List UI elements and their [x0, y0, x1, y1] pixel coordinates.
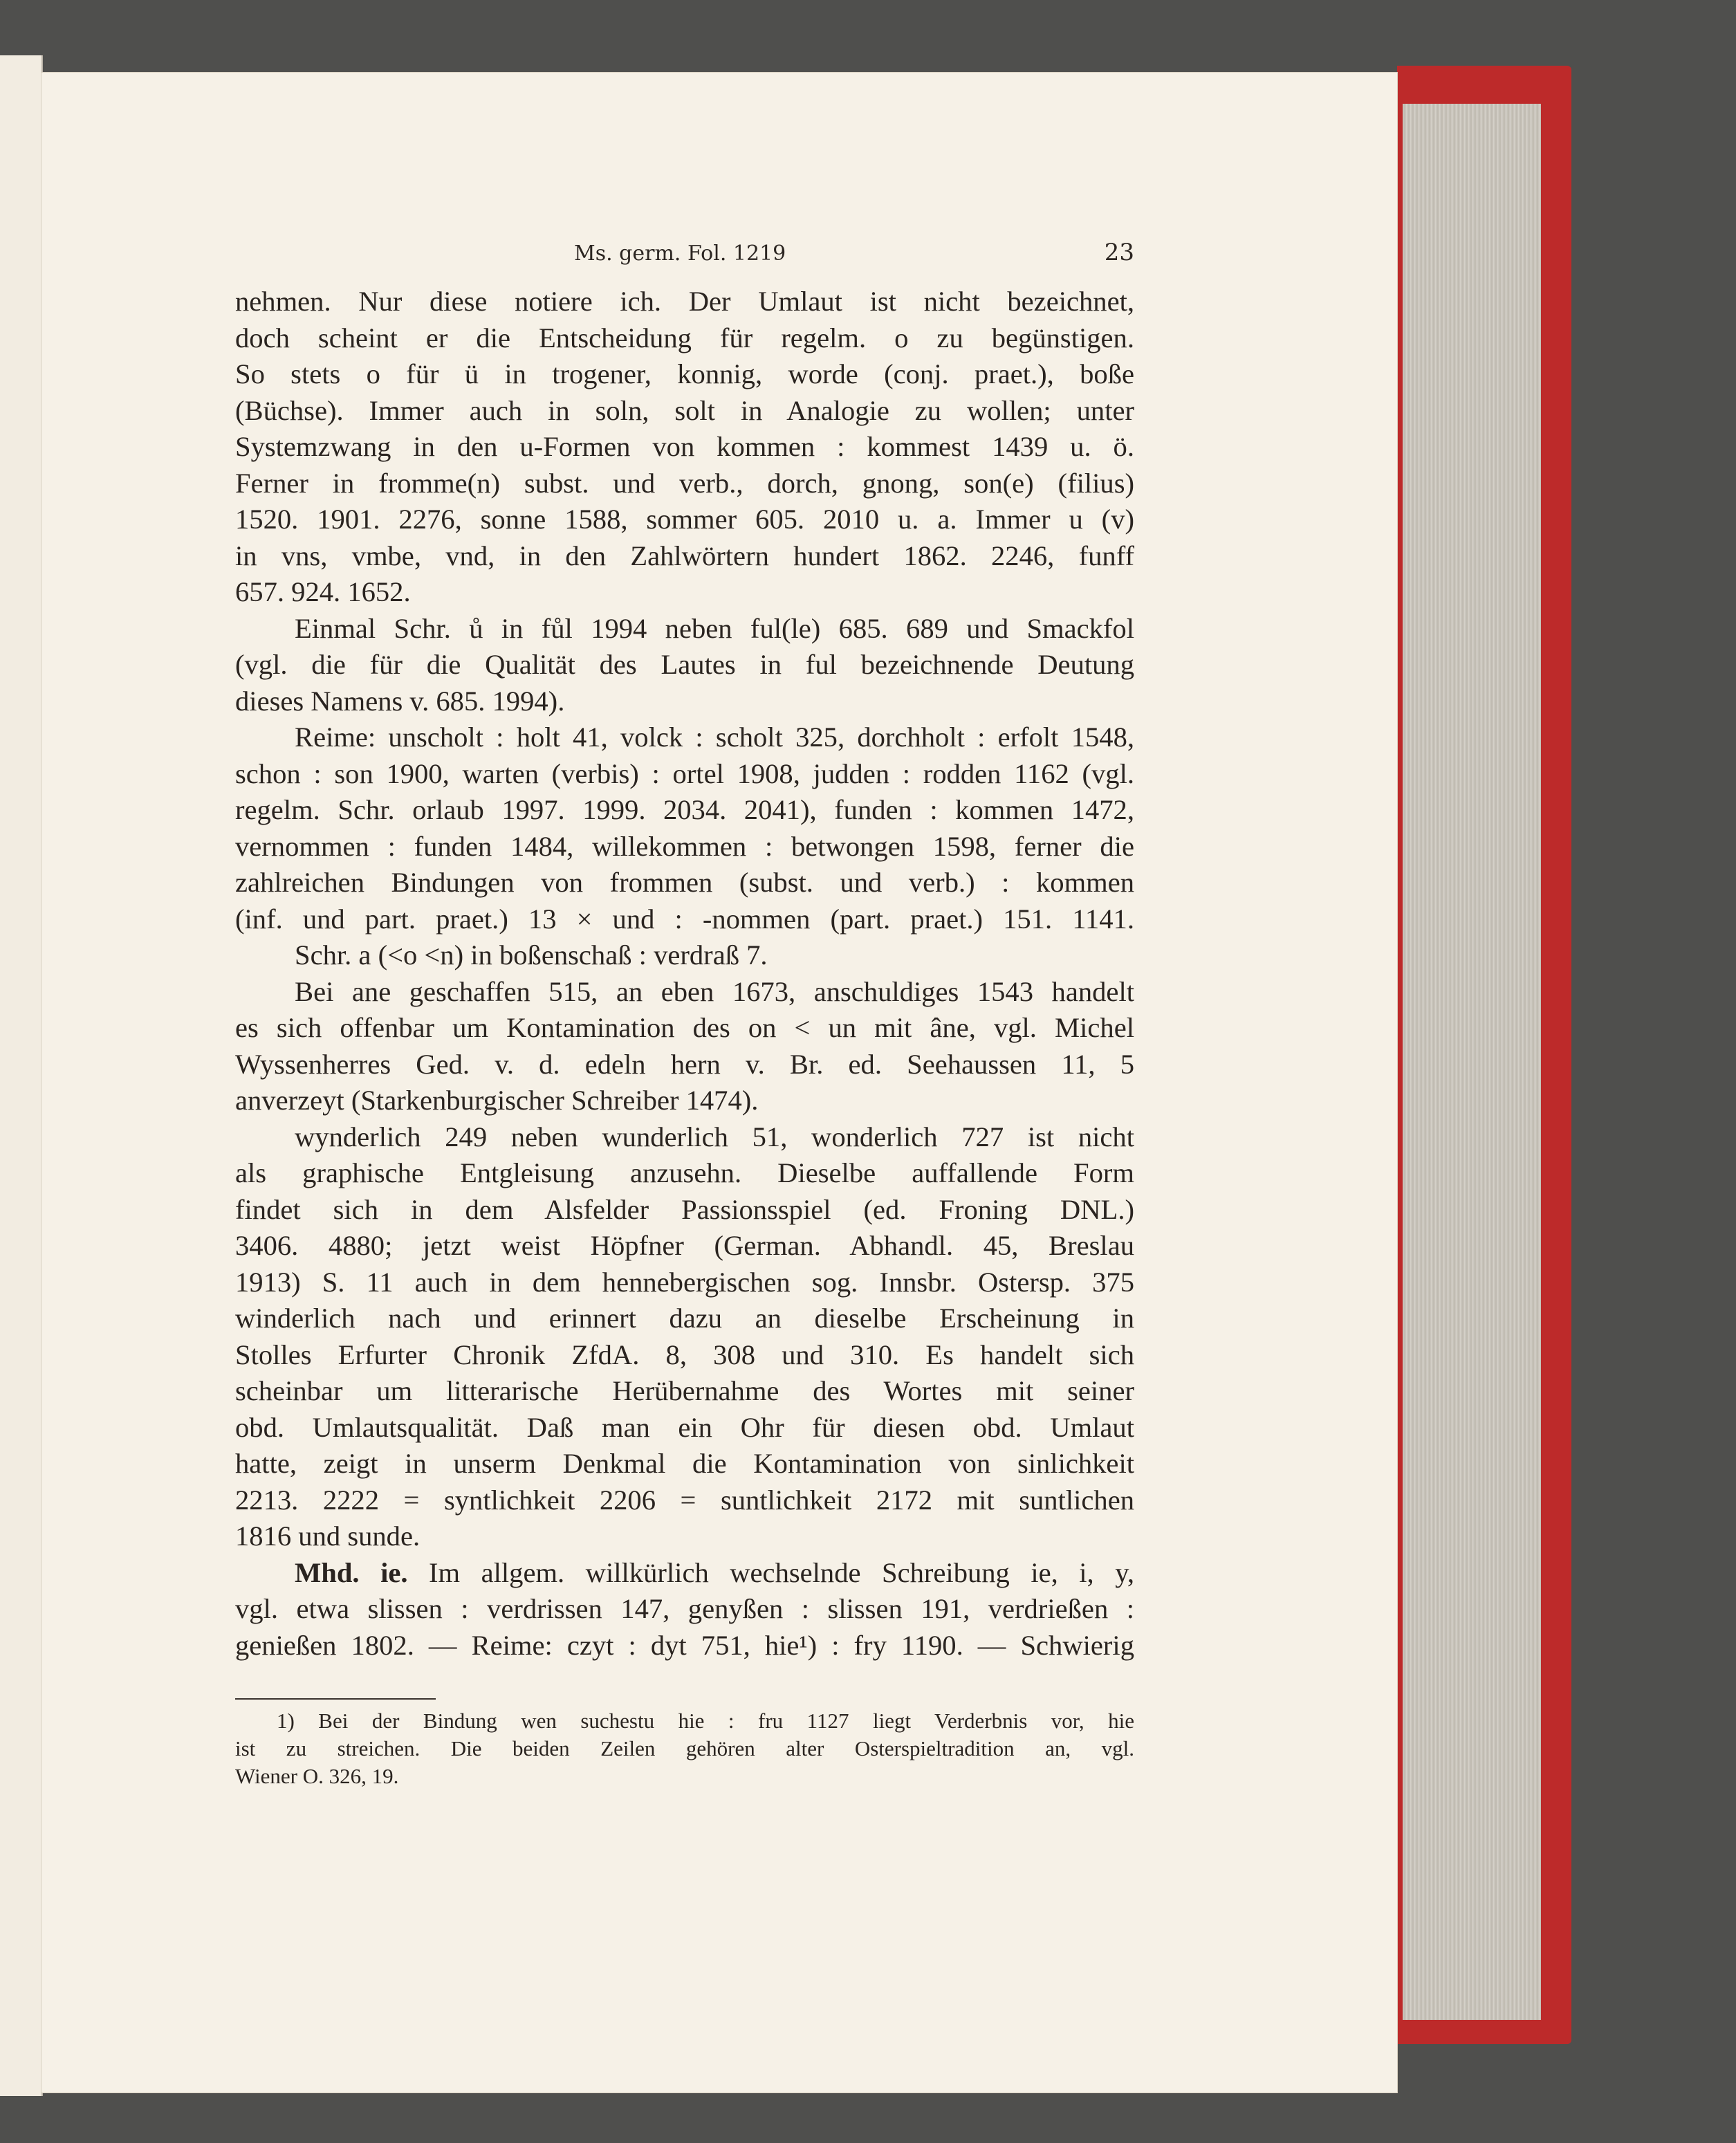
text-line-with-heading — [235, 1555, 1134, 1592]
text-line: wynderlich 249 neben wunderlich 51, wonderlich 727 ist nicht — [295, 1121, 1134, 1152]
text-line: 3406. 4880; jetzt weist Höpfner (German. Abhandl. 45, Breslau — [235, 1230, 1134, 1261]
text-line: Im allgem. willkürlich wechselnde Schreibung ie, i, y, — [429, 1556, 1134, 1588]
text-line: (inf. und part. praet.) 13 × und : -nommen (part. praet.) 151. 1141. — [235, 903, 1134, 935]
text-line: 1816 und sunde. — [235, 1520, 421, 1552]
text-line: doch scheint er die Entscheidung für regelm. o zu begünstigen. — [235, 322, 1134, 353]
text-line: als graphische Entgleisung anzusehn. Dieselbe auffallende Form — [235, 1157, 1134, 1188]
text-line: Reime: unscholt : holt 41, volck : scholt 325, dorchholt : erfolt 1548, — [295, 721, 1134, 753]
text-line: scheinbar um litterarische Herübernahme des Wortes mit seiner — [235, 1375, 1134, 1406]
text-line: es sich offenbar um Kontamination des on < un mit âne, vgl. Michel — [235, 1012, 1134, 1043]
text-line: 657. 924. 1652. — [235, 576, 411, 607]
footnote-line: Wiener O. 326, 19. — [235, 1764, 399, 1788]
text-line: dieses Namens v. 685. 1994). — [235, 685, 565, 717]
text-line: vgl. etwa slissen : verdrissen 147, genyßen : slissen 191, verdrießen : — [235, 1593, 1134, 1624]
text-line: 1520. 1901. 2276, sonne 1588, sommer 605. 2010 u. a. Immer u (v) — [235, 504, 1134, 535]
text-line: schon : son 1900, warten (verbis) : ortel 1908, judden : rodden 1162 (vgl. — [235, 757, 1134, 789]
text-line: 2213. 2222 = syntlichkeit 2206 = suntlichkeit 2172 mit suntlichen — [235, 1484, 1134, 1516]
text-line: genießen 1802. — Reime: czyt : dyt 751, hie¹) : fry 1190. — Schwierig — [235, 1629, 1134, 1661]
text-line: findet sich in dem Alsfelder Passionsspiel (ed. Froning DNL.) — [235, 1193, 1134, 1225]
running-title: Ms. germ. Fol. 1219 — [574, 241, 786, 266]
footnotes — [235, 1707, 1134, 1790]
body-text — [235, 284, 1134, 1664]
footnote-rule — [235, 1698, 436, 1700]
text-line: (Büchse). Immer auch in soln, solt in Analogie zu wollen; unter — [235, 394, 1134, 426]
text-line: So stets o für ü in trogener, konnig, worde (conj. praet.), boße — [235, 358, 1134, 389]
text-line: (vgl. die für die Qualität des Lautes in ful bezeichnende Deutung — [235, 649, 1134, 680]
text-line: Wyssenherres Ged. v. d. edeln hern v. Br. ed. Seehaussen 11, 5 — [235, 1048, 1134, 1080]
text-line: vernommen : funden 1484, willekommen : betwongen 1598, ferner die — [235, 830, 1134, 862]
text-line: Einmal Schr. ů in fůl 1994 neben ful(le) 685. 689 und Smackfol — [295, 612, 1134, 644]
footnote-line: ist zu streichen. Die beiden Zeilen gehören alter Osterspieltradition an, vgl. — [235, 1736, 1134, 1760]
text-line: hatte, zeigt in unserm Denkmal die Kontamination von sinlichkeit — [235, 1448, 1134, 1479]
text-line: zahlreichen Bindungen von frommen (subst. und verb.) : kommen — [235, 867, 1134, 898]
text-line: anverzeyt (Starkenburgischer Schreiber 1474). — [235, 1085, 759, 1116]
left-page-edge — [0, 55, 43, 2096]
text-line: in vns, vmbe, vnd, in den Zahlwörtern hundert 1862. 2246, funff — [235, 540, 1134, 571]
footnote-line: 1) Bei der Bindung wen suchestu hie : fru 1127 liegt Verderbnis vor, hie — [277, 1709, 1134, 1733]
text-line: winderlich nach und erinnert dazu an dieselbe Erscheinung in — [235, 1303, 1134, 1334]
text-line: nehmen. Nur diese notiere ich. Der Umlaut ist nicht bezeichnet, — [235, 286, 1134, 317]
text-line: Bei ane geschaffen 515, an eben 1673, anschuldiges 1543 handelt — [295, 975, 1134, 1007]
running-head — [235, 239, 1134, 273]
text-line: Stolles Erfurter Chronik ZfdA. 8, 308 und 310. Es handelt sich — [235, 1339, 1134, 1370]
text-line: 1913) S. 11 auch in dem hennebergischen sog. Innsbr. Ostersp. 375 — [235, 1266, 1134, 1298]
page-number: 23 — [1104, 239, 1134, 266]
text-line: obd. Umlautsqualität. Daß man ein Ohr für diesen obd. Umlaut — [235, 1411, 1134, 1443]
text-line: regelm. Schr. orlaub 1997. 1999. 2034. 2041), funden : kommen 1472, — [235, 794, 1134, 825]
text-line: Schr. a (<o <n) in boßenschaß : verdraß 7. — [295, 939, 768, 971]
text-line: Systemzwang in den u-Formen von kommen : kommest 1439 u. ö. — [235, 431, 1134, 462]
section-heading: Mhd. ie. — [295, 1556, 408, 1588]
page-fore-edge — [1403, 104, 1541, 2020]
text-line: Ferner in fromme(n) subst. und verb., dorch, gnong, son(e) (filius) — [235, 467, 1134, 499]
